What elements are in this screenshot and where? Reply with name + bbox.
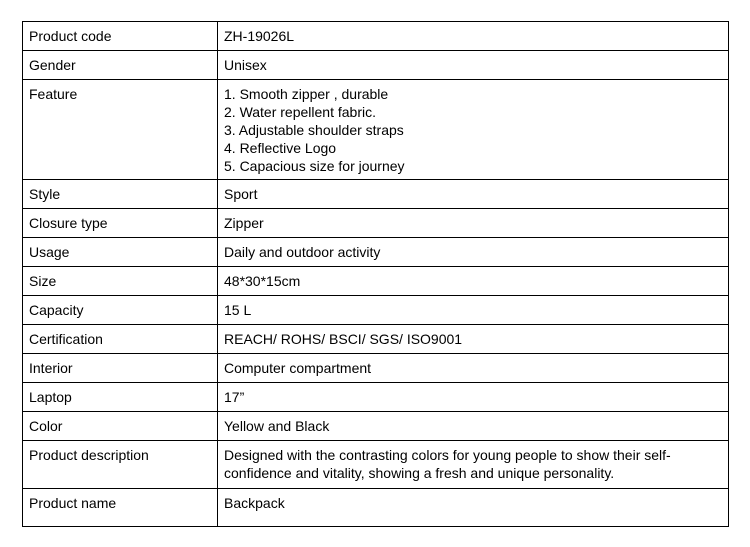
spec-label: Certification (23, 325, 218, 354)
feature-item: 2. Water repellent fabric. (224, 104, 376, 120)
spec-label: Capacity (23, 296, 218, 325)
spec-value: 17” (218, 383, 729, 412)
spec-label: Closure type (23, 209, 218, 238)
spec-row-laptop (23, 383, 729, 412)
spec-label: Interior (23, 354, 218, 383)
spec-row-style (23, 180, 729, 209)
spec-row-product-code (23, 22, 729, 51)
spec-row-product-name (23, 489, 729, 527)
spec-row-closure-type (23, 209, 729, 238)
spec-label: Gender (23, 51, 218, 80)
product-spec-table (22, 21, 729, 527)
spec-value: Yellow and Black (218, 412, 729, 441)
spec-label: Color (23, 412, 218, 441)
spec-value: ZH-19026L (218, 22, 729, 51)
spec-label: Product code (23, 22, 218, 51)
spec-row-usage (23, 238, 729, 267)
spec-value: Sport (218, 180, 729, 209)
spec-label: Product name (23, 489, 218, 527)
spec-label: Usage (23, 238, 218, 267)
spec-value: Backpack (218, 489, 729, 527)
feature-item: 4. Reflective Logo (224, 140, 337, 156)
feature-item: 1. Smooth zipper , durable (224, 86, 389, 102)
spec-value: Designed with the contrasting colors for young people to show their self-confidence and vitality, showing a fresh and unique personality. (218, 441, 729, 489)
spec-row-color (23, 412, 729, 441)
spec-label: Size (23, 267, 218, 296)
spec-value: REACH/ ROHS/ BSCI/ SGS/ ISO9001 (218, 325, 729, 354)
spec-value: Zipper (218, 209, 729, 238)
spec-label: Style (23, 180, 218, 209)
spec-row-capacity (23, 296, 729, 325)
spec-row-feature (23, 80, 729, 180)
spec-value: 15 L (218, 296, 729, 325)
spec-value: Unisex (218, 51, 729, 80)
spec-label: Laptop (23, 383, 218, 412)
spec-value: Computer compartment (218, 354, 729, 383)
spec-row-gender (23, 51, 729, 80)
spec-value: Daily and outdoor activity (218, 238, 729, 267)
spec-row-interior (23, 354, 729, 383)
spec-row-product-description (23, 441, 729, 489)
spec-label: Feature (23, 80, 218, 180)
feature-item: 3. Adjustable shoulder straps (224, 122, 404, 138)
spec-row-certification (23, 325, 729, 354)
spec-value: 48*30*15cm (218, 267, 729, 296)
feature-item: 5. Capacious size for journey (224, 158, 405, 174)
spec-row-size (23, 267, 729, 296)
spec-label: Product description (23, 441, 218, 489)
spec-value-feature-list (218, 80, 729, 180)
